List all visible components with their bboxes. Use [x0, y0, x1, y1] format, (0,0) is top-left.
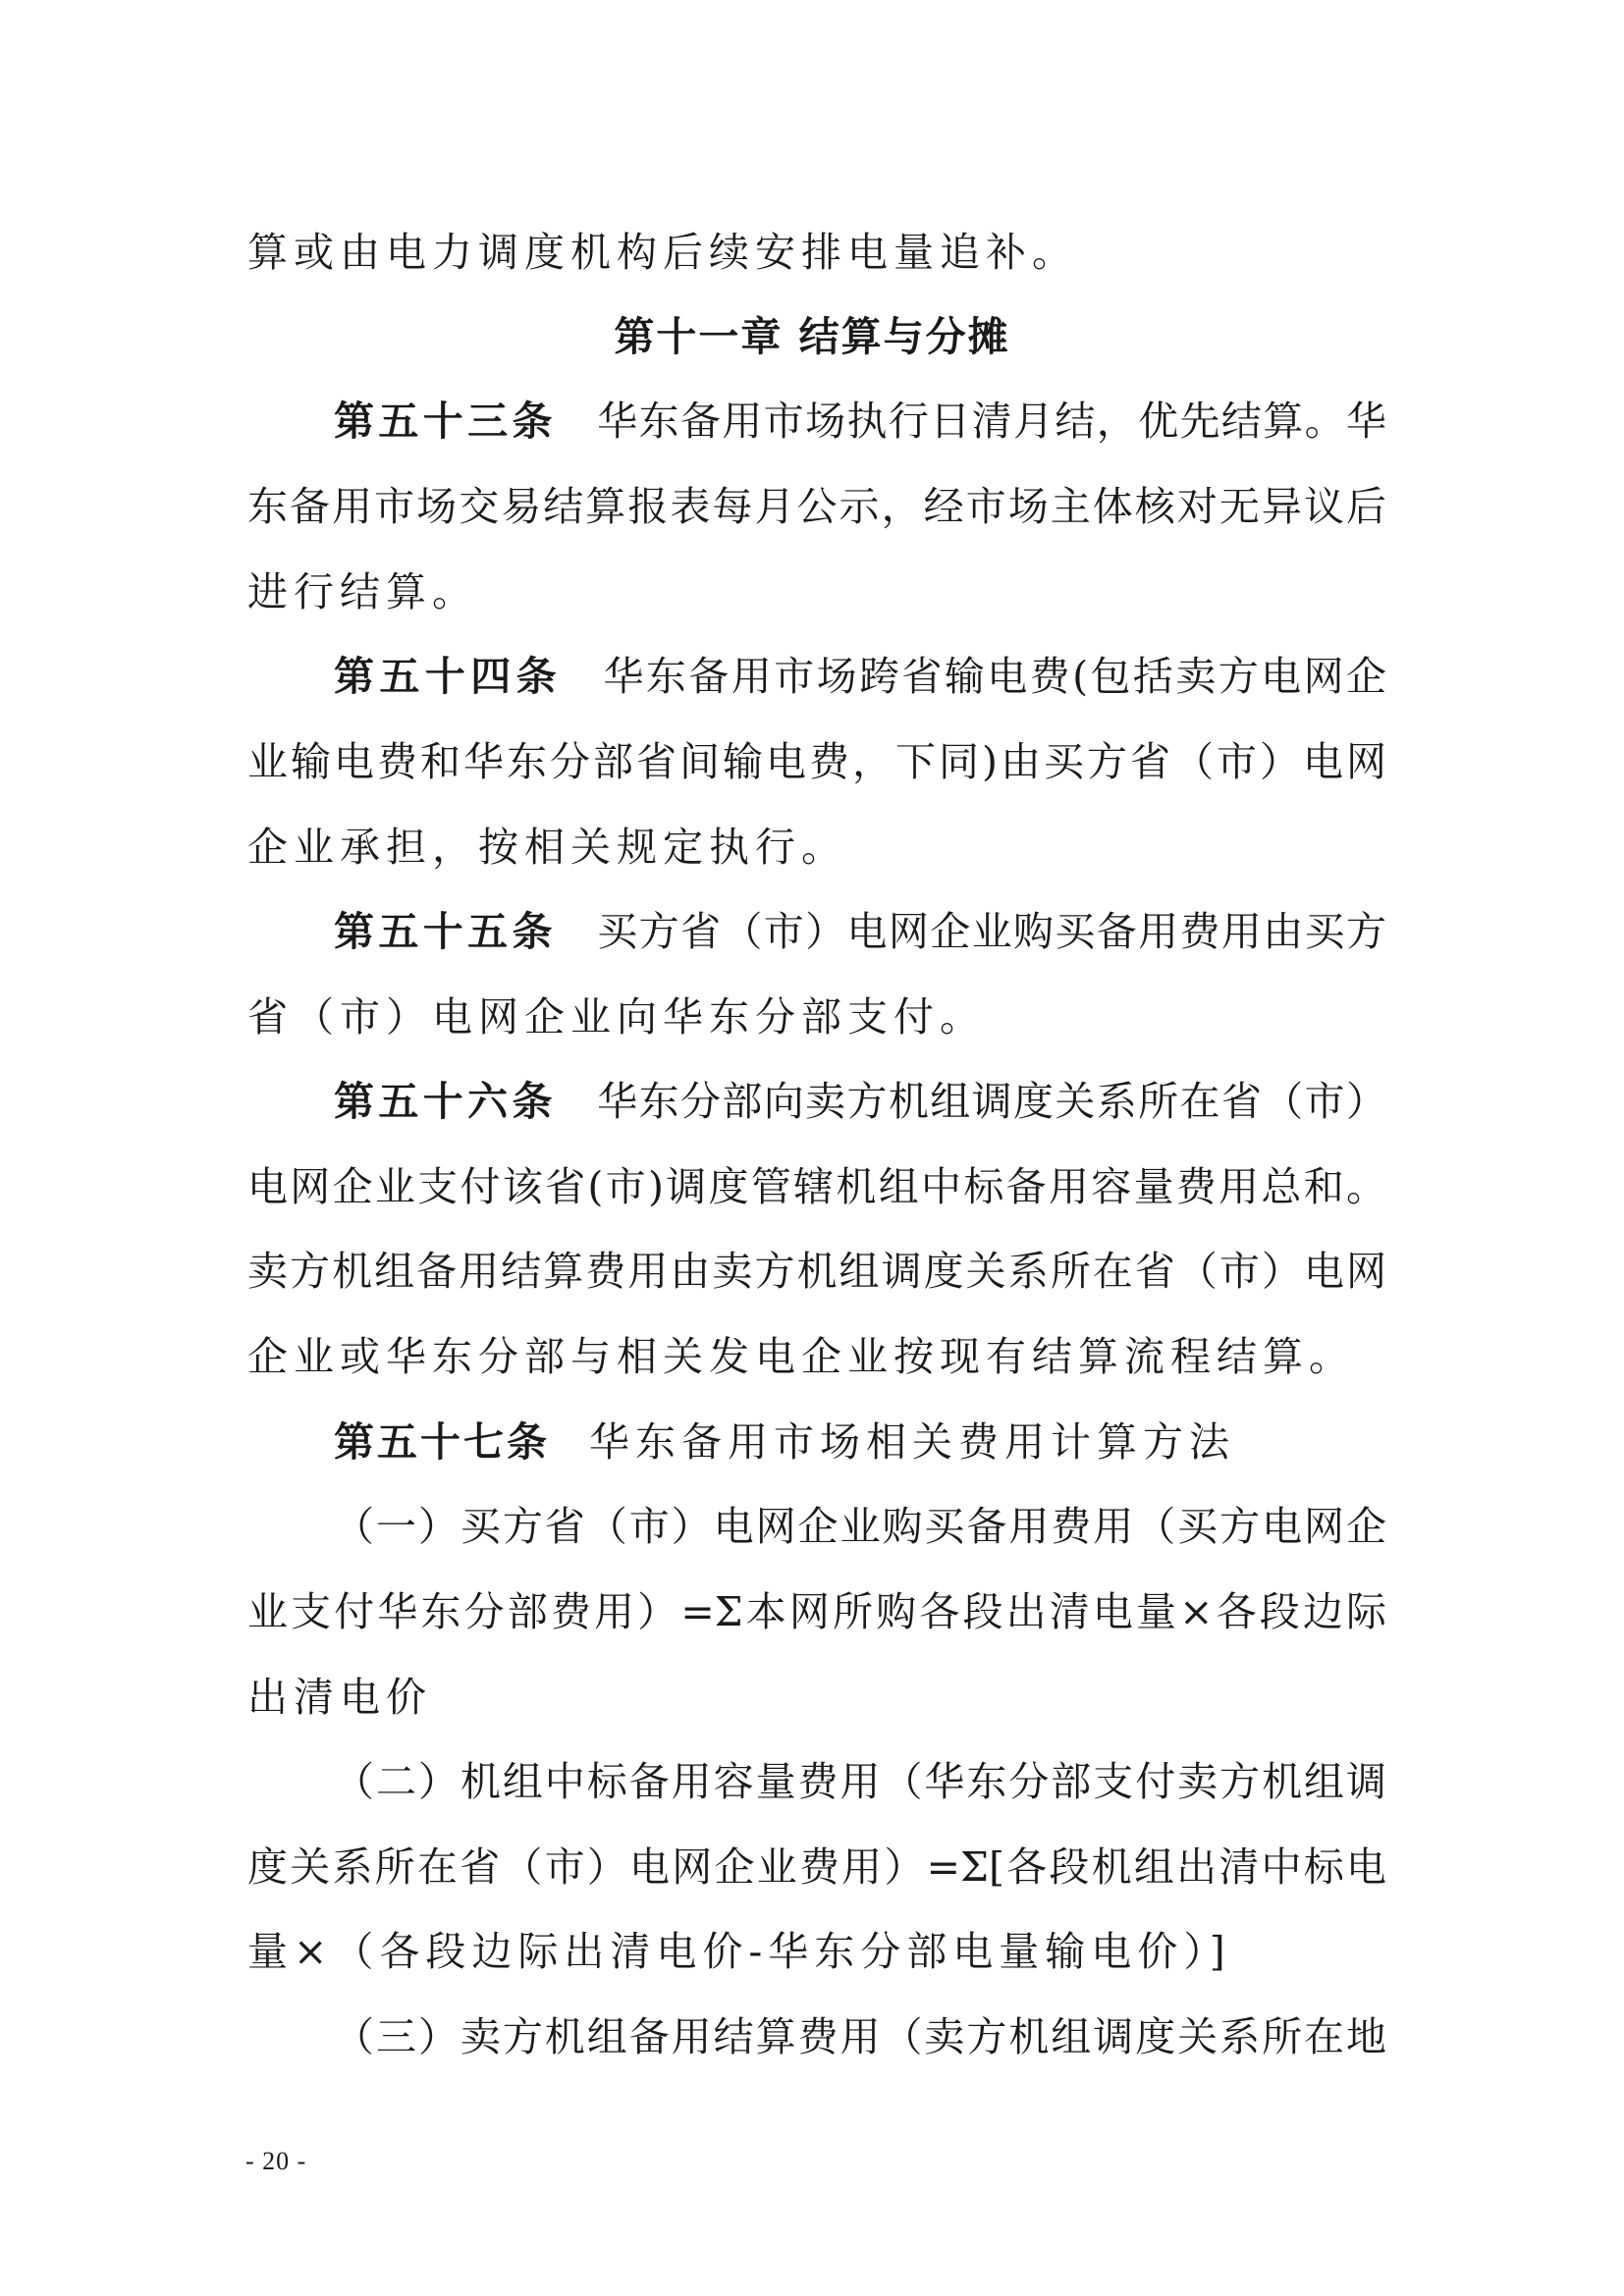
article-53-label: 第五十三条 — [334, 398, 557, 445]
article-55-line-2: 省（市）电网企业向华东分部支付。 — [247, 993, 986, 1041]
item-1-line-2: 业支付华东分部费用）=Σ本网所购各段出清电量×各段边际 — [247, 1588, 1386, 1635]
article-55-first-line — [334, 908, 1386, 955]
article-56-line-2: 电网企业支付该省(市)调度管辖机组中标备用容量费用总和。 — [247, 1163, 1386, 1210]
article-56-text: 华东分部向卖方机组调度关系所在省（市） — [595, 1078, 1386, 1125]
item-3-line-1: （三）卖方机组备用结算费用（卖方机组调度关系所在地 — [334, 2013, 1386, 2060]
chapter-heading: 第十一章 结算与分摊 — [614, 313, 1010, 360]
article-54-line-2: 业输电费和华东分部省间输电费，下同)由买方省（市）电网 — [247, 738, 1386, 785]
article-57-first-line — [334, 1418, 1386, 1466]
article-55-label: 第五十五条 — [334, 908, 557, 955]
page-number: - 20 - — [245, 2147, 307, 2175]
article-54-label: 第五十四条 — [334, 653, 563, 700]
article-54-text: 华东备用市场跨省输电费(包括卖方电网企 — [601, 653, 1387, 700]
article-53-first-line — [334, 398, 1386, 445]
item-2-line-1: （二）机组中标备用容量费用（华东分部支付卖方机组调 — [334, 1758, 1386, 1805]
article-53-line-2: 东备用市场交易结算报表每月公示，经市场主体核对无异议后 — [247, 483, 1386, 530]
continuation-line: 算或由电力调度机构后续安排电量追补。 — [247, 229, 1078, 276]
article-56-first-line — [334, 1078, 1386, 1125]
article-54-first-line — [334, 653, 1387, 700]
article-56-label: 第五十六条 — [334, 1078, 557, 1125]
article-53-text: 华东备用市场执行日清月结，优先结算。华 — [595, 398, 1386, 445]
item-2-line-3: 量×（各段边际出清电价-华东分部电量输电价）] — [247, 1928, 1231, 1975]
item-1-line-1: （一）买方省（市）电网企业购买备用费用（买方电网企 — [334, 1503, 1386, 1550]
item-1-line-3: 出清电价 — [247, 1674, 432, 1721]
article-53-line-3: 进行结算。 — [247, 568, 478, 615]
article-56-line-3: 卖方机组备用结算费用由卖方机组调度关系所在省（市）电网 — [247, 1248, 1386, 1295]
article-55-text: 买方省（市）电网企业购买备用费用由买方 — [595, 908, 1386, 955]
article-57-text: 华东备用市场相关费用计算方法 — [589, 1418, 1235, 1466]
article-57-label: 第五十七条 — [334, 1418, 550, 1466]
article-54-line-3: 企业承担，按相关规定执行。 — [247, 824, 847, 871]
article-56-line-4: 企业或华东分部与相关发电企业按现有结算流程结算。 — [247, 1333, 1355, 1380]
item-2-line-2: 度关系所在省（市）电网企业费用）=Σ[各段机组出清中标电 — [247, 1843, 1386, 1891]
